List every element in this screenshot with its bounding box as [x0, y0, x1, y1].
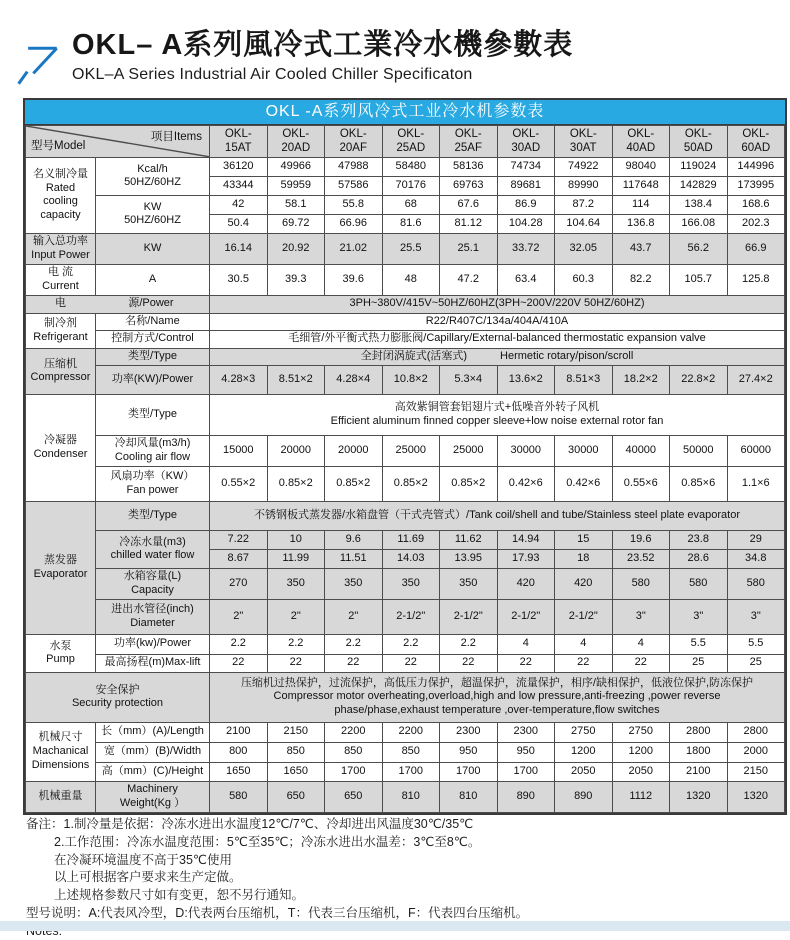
value-input-power-0-okl-25af: 25.1 [440, 233, 498, 264]
value-input-power-0-okl-50ad: 56.2 [670, 233, 728, 264]
value-evaporator-1-okl-40ad: 19.6 [612, 530, 670, 549]
value-current-0-okl-20ad: 39.3 [267, 264, 325, 295]
value-condenser-2-okl-15at: 0.55×2 [210, 466, 268, 501]
row-evaporator-1 [26, 530, 785, 549]
value-condenser-2-okl-25af: 0.85×2 [440, 466, 498, 501]
category-weight: 机械重量 [26, 781, 96, 812]
note-line-3: 以上可根据客户要求来生产定做。 [26, 869, 766, 887]
value-evaporator-3-okl-30at: 420 [555, 568, 613, 599]
value-compressor-1-okl-50ad: 22.8×2 [670, 365, 728, 394]
row-evaporator-0 [26, 501, 785, 530]
value-weight-0-okl-20ad: 650 [267, 781, 325, 812]
value-input-power-0-okl-30ad: 33.72 [497, 233, 555, 264]
value-dimensions-2-okl-30at: 2050 [555, 762, 613, 781]
item-pump-1: 最高扬程(m)Max-lift [96, 654, 210, 672]
value-pump-0-okl-25ad: 2.2 [382, 634, 440, 654]
value-rated-cooling-capacity-0-okl-30ad: 74734 [497, 157, 555, 176]
value-rated-cooling-capacity-2-okl-25af: 67.6 [440, 195, 498, 214]
value-pump-1-okl-40ad: 22 [612, 654, 670, 672]
value-evaporator-2-okl-60ad: 34.8 [727, 549, 785, 568]
items-label: 项目Items [151, 130, 202, 144]
value-rated-cooling-capacity-0-okl-50ad: 119024 [670, 157, 728, 176]
value-input-power-0-okl-20ad: 20.92 [267, 233, 325, 264]
value-weight-0-okl-50ad: 1320 [670, 781, 728, 812]
value-condenser-1-okl-60ad: 60000 [727, 435, 785, 466]
value-condenser-1-okl-50ad: 50000 [670, 435, 728, 466]
value-rated-cooling-capacity-0-okl-60ad: 144996 [727, 157, 785, 176]
value-evaporator-1-okl-20af: 9.6 [325, 530, 383, 549]
value-rated-cooling-capacity-1-okl-60ad: 173995 [727, 176, 785, 195]
item-rated-cooling-capacity-0: Kcal/h 50HZ/60HZ [96, 157, 210, 195]
row-rated-cooling-capacity-0 [26, 157, 785, 176]
model-header-okl-15at: OKL- 15AT [210, 126, 268, 158]
value-rated-cooling-capacity-2-okl-50ad: 138.4 [670, 195, 728, 214]
item-evaporator-0: 类型/Type [96, 501, 210, 530]
value-pump-1-okl-30at: 22 [555, 654, 613, 672]
value-weight-0-okl-20af: 650 [325, 781, 383, 812]
value-input-power-0-okl-40ad: 43.7 [612, 233, 670, 264]
value-compressor-1-okl-60ad: 27.4×2 [727, 365, 785, 394]
row-rated-cooling-capacity-2 [26, 195, 785, 214]
value-rated-cooling-capacity-3-okl-60ad: 202.3 [727, 214, 785, 233]
value-dimensions-1-okl-25ad: 850 [382, 742, 440, 762]
value-dimensions-1-okl-25af: 950 [440, 742, 498, 762]
item-evaporator-4: 进出水管径(inch) Diameter [96, 599, 210, 634]
model-header-okl-25af: OKL- 25AF [440, 126, 498, 158]
value-weight-0-okl-25af: 810 [440, 781, 498, 812]
value-evaporator-2-okl-25ad: 14.03 [382, 549, 440, 568]
value-rated-cooling-capacity-2-okl-25ad: 68 [382, 195, 440, 214]
value-condenser-2-okl-25ad: 0.85×2 [382, 466, 440, 501]
value-dimensions-1-okl-60ad: 2000 [727, 742, 785, 762]
value-condenser-1-okl-30at: 30000 [555, 435, 613, 466]
row-dimensions-1 [26, 742, 785, 762]
value-rated-cooling-capacity-3-okl-25ad: 81.6 [382, 214, 440, 233]
row-pump-1 [26, 654, 785, 672]
value-evaporator-3-okl-30ad: 420 [497, 568, 555, 599]
value-compressor-1-okl-25af: 5.3×4 [440, 365, 498, 394]
value-condenser-2-okl-20af: 0.85×2 [325, 466, 383, 501]
value-compressor-1-okl-15at: 4.28×3 [210, 365, 268, 394]
value-pump-1-okl-50ad: 25 [670, 654, 728, 672]
value-evaporator-2-okl-50ad: 28.6 [670, 549, 728, 568]
value-rated-cooling-capacity-3-okl-40ad: 136.8 [612, 214, 670, 233]
value-dimensions-2-okl-25ad: 1700 [382, 762, 440, 781]
value-pump-0-okl-40ad: 4 [612, 634, 670, 654]
value-dimensions-0-okl-30ad: 2300 [497, 722, 555, 742]
page-subtitle: OKL–A Series Industrial Air Cooled Chiller Specificaton [72, 66, 776, 84]
item-pump-0: 功率(kw)/Power [96, 634, 210, 654]
value-evaporator-4-okl-30ad: 2-1/2" [497, 599, 555, 634]
category-current: 电 流 Current [26, 264, 96, 295]
value-evaporator-2-okl-15at: 8.67 [210, 549, 268, 568]
value-dimensions-2-okl-50ad: 2100 [670, 762, 728, 781]
value-evaporator-1-okl-25af: 11.62 [440, 530, 498, 549]
value-rated-cooling-capacity-2-okl-60ad: 168.6 [727, 195, 785, 214]
value-input-power-0-okl-20af: 21.02 [325, 233, 383, 264]
value-evaporator-3-okl-20af: 350 [325, 568, 383, 599]
model-header-okl-40ad: OKL- 40AD [612, 126, 670, 158]
item-dimensions-1: 宽（mm）(B)/Width [96, 742, 210, 762]
category-rated-cooling-capacity: 名义制冷量 Rated cooling capacity [26, 157, 96, 233]
value-dimensions-2-okl-15at: 1650 [210, 762, 268, 781]
value-dimensions-1-okl-50ad: 1800 [670, 742, 728, 762]
value-rated-cooling-capacity-0-okl-25ad: 58480 [382, 157, 440, 176]
value-evaporator-3-okl-20ad: 350 [267, 568, 325, 599]
item-evaporator-1: 冷冻水量(m3) chilled water flow [96, 530, 210, 568]
value-evaporator-2-okl-40ad: 23.52 [612, 549, 670, 568]
value-condenser-1-okl-20af: 20000 [325, 435, 383, 466]
value-rated-cooling-capacity-3-okl-50ad: 166.08 [670, 214, 728, 233]
row-condenser-2 [26, 466, 785, 501]
category-condenser: 冷凝器 Condenser [26, 394, 96, 501]
value-rated-cooling-capacity-1-okl-15at: 43344 [210, 176, 268, 195]
value-evaporator-3-okl-40ad: 580 [612, 568, 670, 599]
category-security-protection: 安全保护 Security protection [26, 672, 210, 722]
corner-cell [26, 126, 210, 158]
row-refrigerant-0 [26, 313, 785, 330]
page-title: OKL– A系列風冷式工業冷水機參數表 [72, 30, 776, 62]
row-security-protection-0 [26, 672, 785, 722]
spec-table [25, 125, 785, 813]
value-compressor-1-okl-30ad: 13.6×2 [497, 365, 555, 394]
value-evaporator-4-okl-60ad: 3" [727, 599, 785, 634]
value-condenser-2-okl-30ad: 0.42×6 [497, 466, 555, 501]
value-rated-cooling-capacity-0-okl-15at: 36120 [210, 157, 268, 176]
value-condenser-1-okl-40ad: 40000 [612, 435, 670, 466]
row-compressor-0 [26, 348, 785, 365]
value-compressor-1-okl-40ad: 18.2×2 [612, 365, 670, 394]
category-compressor: 压缩机 Compressor [26, 348, 96, 394]
value-dimensions-0-okl-20af: 2200 [325, 722, 383, 742]
value-dimensions-1-okl-15at: 800 [210, 742, 268, 762]
row-dimensions-0 [26, 722, 785, 742]
value-condenser-1-okl-15at: 15000 [210, 435, 268, 466]
value-rated-cooling-capacity-1-okl-25af: 69763 [440, 176, 498, 195]
note-line-2: 在冷凝环境温度不高于35℃使用 [26, 852, 766, 870]
value-pump-0-okl-30ad: 4 [497, 634, 555, 654]
value-evaporator-4-okl-25af: 2-1/2" [440, 599, 498, 634]
value-dimensions-2-okl-20ad: 1650 [267, 762, 325, 781]
value-current-0-okl-50ad: 105.7 [670, 264, 728, 295]
value-pump-0-okl-25af: 2.2 [440, 634, 498, 654]
merged-value-compressor-0: 全封闭涡旋式(活塞式) Hermetic rotary/pison/scroll [210, 348, 785, 365]
bottom-strip [0, 921, 790, 931]
value-evaporator-4-okl-20ad: 2" [267, 599, 325, 634]
merged-value-security-protection-0: 压缩机过热保护，过流保护，高低压力保护，超温保护，流量保护，相序/缺相保护，低液位保护,防冻保护 Compressor motor overheating,overload,high and low pressure,anti-freezing ,power reverse phase/phase,exhaust temperature ,over-temperature,flow switches [210, 672, 785, 722]
value-condenser-2-okl-60ad: 1.1×6 [727, 466, 785, 501]
row-refrigerant-1 [26, 330, 785, 348]
value-rated-cooling-capacity-2-okl-30ad: 86.9 [497, 195, 555, 214]
row-input-power-0 [26, 233, 785, 264]
value-dimensions-1-okl-20af: 850 [325, 742, 383, 762]
row-current-0 [26, 264, 785, 295]
value-pump-0-okl-20af: 2.2 [325, 634, 383, 654]
value-condenser-2-okl-50ad: 0.85×6 [670, 466, 728, 501]
item-compressor-0: 类型/Type [96, 348, 210, 365]
value-evaporator-4-okl-25ad: 2-1/2" [382, 599, 440, 634]
note-line-0: 备注：1.制冷量是依据：冷冻水进出水温度12℃/7℃、冷却进出风温度30℃/35℃ [26, 816, 766, 834]
value-pump-1-okl-30ad: 22 [497, 654, 555, 672]
value-compressor-1-okl-20af: 4.28×4 [325, 365, 383, 394]
category-dimensions: 机械尺寸 Machanical Dimensions [26, 722, 96, 781]
row-pump-0 [26, 634, 785, 654]
row-evaporator-4 [26, 599, 785, 634]
value-dimensions-0-okl-50ad: 2800 [670, 722, 728, 742]
value-compressor-1-okl-20ad: 8.51×2 [267, 365, 325, 394]
value-dimensions-2-okl-30ad: 1700 [497, 762, 555, 781]
value-rated-cooling-capacity-0-okl-40ad: 98040 [612, 157, 670, 176]
value-pump-1-okl-25ad: 22 [382, 654, 440, 672]
item-condenser-1: 冷却风量(m3/h) Cooling air flow [96, 435, 210, 466]
value-evaporator-1-okl-20ad: 10 [267, 530, 325, 549]
value-weight-0-okl-25ad: 810 [382, 781, 440, 812]
model-header-okl-30at: OKL- 30AT [555, 126, 613, 158]
value-current-0-okl-25af: 47.2 [440, 264, 498, 295]
value-dimensions-0-okl-15at: 2100 [210, 722, 268, 742]
value-dimensions-1-okl-40ad: 1200 [612, 742, 670, 762]
value-dimensions-0-okl-25ad: 2200 [382, 722, 440, 742]
value-condenser-1-okl-30ad: 30000 [497, 435, 555, 466]
value-pump-0-okl-30at: 4 [555, 634, 613, 654]
value-current-0-okl-15at: 30.5 [210, 264, 268, 295]
model-header-okl-30ad: OKL- 30AD [497, 126, 555, 158]
value-pump-1-okl-25af: 22 [440, 654, 498, 672]
value-pump-0-okl-60ad: 5.5 [727, 634, 785, 654]
model-header-okl-20af: OKL- 20AF [325, 126, 383, 158]
value-evaporator-4-okl-50ad: 3" [670, 599, 728, 634]
table-header-row [26, 126, 785, 158]
value-current-0-okl-60ad: 125.8 [727, 264, 785, 295]
value-current-0-okl-30at: 60.3 [555, 264, 613, 295]
value-dimensions-2-okl-60ad: 2150 [727, 762, 785, 781]
value-evaporator-1-okl-15at: 7.22 [210, 530, 268, 549]
value-rated-cooling-capacity-2-okl-20af: 55.8 [325, 195, 383, 214]
value-weight-0-okl-30at: 890 [555, 781, 613, 812]
value-dimensions-2-okl-40ad: 2050 [612, 762, 670, 781]
category-input-power: 输入总功率 Input Power [26, 233, 96, 264]
value-compressor-1-okl-25ad: 10.8×2 [382, 365, 440, 394]
value-rated-cooling-capacity-2-okl-15at: 42 [210, 195, 268, 214]
value-input-power-0-okl-30at: 32.05 [555, 233, 613, 264]
value-dimensions-0-okl-20ad: 2150 [267, 722, 325, 742]
value-pump-1-okl-20af: 22 [325, 654, 383, 672]
merged-value-condenser-0: 高效紫铜管套铝翅片式+低噪音外转子风机 Efficient aluminum finned copper sleeve+low noise external rotor fan [210, 394, 785, 435]
value-dimensions-0-okl-25af: 2300 [440, 722, 498, 742]
value-pump-0-okl-20ad: 2.2 [267, 634, 325, 654]
value-rated-cooling-capacity-2-okl-40ad: 114 [612, 195, 670, 214]
model-header-okl-25ad: OKL- 25AD [382, 126, 440, 158]
row-condenser-0 [26, 394, 785, 435]
merged-value-refrigerant-0: R22/R407C/134a/404A/410A [210, 313, 785, 330]
value-evaporator-1-okl-25ad: 11.69 [382, 530, 440, 549]
value-evaporator-4-okl-40ad: 3" [612, 599, 670, 634]
value-pump-1-okl-60ad: 25 [727, 654, 785, 672]
item-dimensions-0: 长（mm）(A)/Length [96, 722, 210, 742]
row-power-source-0 [26, 295, 785, 313]
value-rated-cooling-capacity-0-okl-20af: 47988 [325, 157, 383, 176]
value-rated-cooling-capacity-0-okl-20ad: 49966 [267, 157, 325, 176]
value-rated-cooling-capacity-1-okl-50ad: 142829 [670, 176, 728, 195]
value-evaporator-3-okl-25af: 350 [440, 568, 498, 599]
value-dimensions-0-okl-40ad: 2750 [612, 722, 670, 742]
category-power-source: 电 源/Power [26, 295, 210, 313]
arrow-up-right-icon [16, 38, 68, 88]
value-evaporator-3-okl-25ad: 350 [382, 568, 440, 599]
value-rated-cooling-capacity-3-okl-25af: 81.12 [440, 214, 498, 233]
row-compressor-1 [26, 365, 785, 394]
value-evaporator-2-okl-20ad: 11.99 [267, 549, 325, 568]
merged-value-evaporator-0: 不锈钢板式蒸发器/水箱盘管（干式壳管式）/Tank coil/shell and tube/Stainless steel plate evaporator [210, 501, 785, 530]
value-pump-0-okl-15at: 2.2 [210, 634, 268, 654]
value-compressor-1-okl-30at: 8.51×3 [555, 365, 613, 394]
value-dimensions-0-okl-60ad: 2800 [727, 722, 785, 742]
item-current-0: A [96, 264, 210, 295]
value-current-0-okl-25ad: 48 [382, 264, 440, 295]
value-rated-cooling-capacity-0-okl-30at: 74922 [555, 157, 613, 176]
merged-value-refrigerant-1: 毛细管/外平衡式热力膨胀阀/Capillary/External-balanced thermostatic expansion valve [210, 330, 785, 348]
model-header-okl-20ad: OKL- 20AD [267, 126, 325, 158]
value-evaporator-1-okl-60ad: 29 [727, 530, 785, 549]
value-input-power-0-okl-15at: 16.14 [210, 233, 268, 264]
item-refrigerant-0: 名称/Name [96, 313, 210, 330]
value-weight-0-okl-40ad: 1112 [612, 781, 670, 812]
category-evaporator: 蒸发器 Evaporator [26, 501, 96, 634]
value-current-0-okl-40ad: 82.2 [612, 264, 670, 295]
merged-value-power-source-0: 3PH~380V/415V~50HZ/60HZ(3PH~200V/220V 50HZ/60HZ) [210, 295, 785, 313]
value-evaporator-4-okl-30at: 2-1/2" [555, 599, 613, 634]
value-current-0-okl-30ad: 63.4 [497, 264, 555, 295]
value-evaporator-2-okl-30ad: 17.93 [497, 549, 555, 568]
value-input-power-0-okl-60ad: 66.9 [727, 233, 785, 264]
value-dimensions-1-okl-20ad: 850 [267, 742, 325, 762]
value-rated-cooling-capacity-3-okl-20af: 66.96 [325, 214, 383, 233]
note-line-1: 2.工作范围：冷冻水温度范围：5℃至35℃；冷冻水进出水温差：3℃至8℃。 [26, 834, 766, 852]
value-weight-0-okl-60ad: 1320 [727, 781, 785, 812]
value-rated-cooling-capacity-2-okl-20ad: 58.1 [267, 195, 325, 214]
value-evaporator-4-okl-15at: 2" [210, 599, 268, 634]
value-condenser-2-okl-20ad: 0.85×2 [267, 466, 325, 501]
value-condenser-2-okl-30at: 0.42×6 [555, 466, 613, 501]
value-evaporator-3-okl-50ad: 580 [670, 568, 728, 599]
value-pump-1-okl-20ad: 22 [267, 654, 325, 672]
model-header-okl-50ad: OKL- 50AD [670, 126, 728, 158]
value-dimensions-2-okl-25af: 1700 [440, 762, 498, 781]
item-dimensions-2: 高（mm）(C)/Height [96, 762, 210, 781]
model-label: 型号Model [31, 139, 85, 153]
value-rated-cooling-capacity-1-okl-30ad: 89681 [497, 176, 555, 195]
value-rated-cooling-capacity-3-okl-15at: 50.4 [210, 214, 268, 233]
value-dimensions-2-okl-20af: 1700 [325, 762, 383, 781]
item-weight-0: Machinery Weight(Kg ） [96, 781, 210, 812]
value-evaporator-1-okl-30ad: 14.94 [497, 530, 555, 549]
note-line-5: 型号说明：A:代表风冷型，D:代表两台压缩机，T：代表三台压缩机，F：代表四台压缩机。 [26, 905, 766, 923]
item-evaporator-3: 水箱容量(L) Capacity [96, 568, 210, 599]
value-evaporator-2-okl-20af: 11.51 [325, 549, 383, 568]
item-refrigerant-1: 控制方式/Control [96, 330, 210, 348]
value-condenser-1-okl-25af: 25000 [440, 435, 498, 466]
item-condenser-2: 风扇功率（KW） Fan power [96, 466, 210, 501]
value-weight-0-okl-30ad: 890 [497, 781, 555, 812]
value-evaporator-2-okl-30at: 18 [555, 549, 613, 568]
item-input-power-0: KW [96, 233, 210, 264]
value-rated-cooling-capacity-3-okl-30at: 104.64 [555, 214, 613, 233]
value-evaporator-1-okl-50ad: 23.8 [670, 530, 728, 549]
value-weight-0-okl-15at: 580 [210, 781, 268, 812]
value-rated-cooling-capacity-3-okl-20ad: 69.72 [267, 214, 325, 233]
value-pump-1-okl-15at: 22 [210, 654, 268, 672]
value-rated-cooling-capacity-1-okl-20af: 57586 [325, 176, 383, 195]
value-dimensions-1-okl-30at: 1200 [555, 742, 613, 762]
value-rated-cooling-capacity-1-okl-40ad: 117648 [612, 176, 670, 195]
value-evaporator-1-okl-30at: 15 [555, 530, 613, 549]
value-condenser-2-okl-40ad: 0.55×6 [612, 466, 670, 501]
table-title-bar: OKL -A系列风冷式工业冷水机参数表 [25, 100, 785, 125]
value-rated-cooling-capacity-3-okl-30ad: 104.28 [497, 214, 555, 233]
value-rated-cooling-capacity-1-okl-20ad: 59959 [267, 176, 325, 195]
page-header [14, 30, 776, 84]
item-rated-cooling-capacity-2: KW 50HZ/60HZ [96, 195, 210, 233]
value-rated-cooling-capacity-1-okl-30at: 89990 [555, 176, 613, 195]
value-evaporator-3-okl-60ad: 580 [727, 568, 785, 599]
value-rated-cooling-capacity-2-okl-30at: 87.2 [555, 195, 613, 214]
category-refrigerant: 制冷剂 Refrigerant [26, 313, 96, 348]
item-compressor-1: 功率(KW)/Power [96, 365, 210, 394]
model-header-okl-60ad: OKL- 60AD [727, 126, 785, 158]
value-condenser-1-okl-25ad: 25000 [382, 435, 440, 466]
value-evaporator-3-okl-15at: 270 [210, 568, 268, 599]
value-current-0-okl-20af: 39.6 [325, 264, 383, 295]
value-evaporator-4-okl-20af: 2" [325, 599, 383, 634]
row-condenser-1 [26, 435, 785, 466]
value-evaporator-2-okl-25af: 13.95 [440, 549, 498, 568]
value-dimensions-1-okl-30ad: 950 [497, 742, 555, 762]
row-dimensions-2 [26, 762, 785, 781]
value-pump-0-okl-50ad: 5.5 [670, 634, 728, 654]
note-line-4: 上述规格参数尺寸如有变更，恕不另行通知。 [26, 887, 766, 905]
category-pump: 水泵 Pump [26, 634, 96, 672]
value-input-power-0-okl-25ad: 25.5 [382, 233, 440, 264]
value-rated-cooling-capacity-0-okl-25af: 58136 [440, 157, 498, 176]
value-rated-cooling-capacity-1-okl-25ad: 70176 [382, 176, 440, 195]
spec-table-container [23, 98, 787, 815]
row-weight-0 [26, 781, 785, 812]
item-condenser-0: 类型/Type [96, 394, 210, 435]
value-condenser-1-okl-20ad: 20000 [267, 435, 325, 466]
value-dimensions-0-okl-30at: 2750 [555, 722, 613, 742]
row-evaporator-3 [26, 568, 785, 599]
